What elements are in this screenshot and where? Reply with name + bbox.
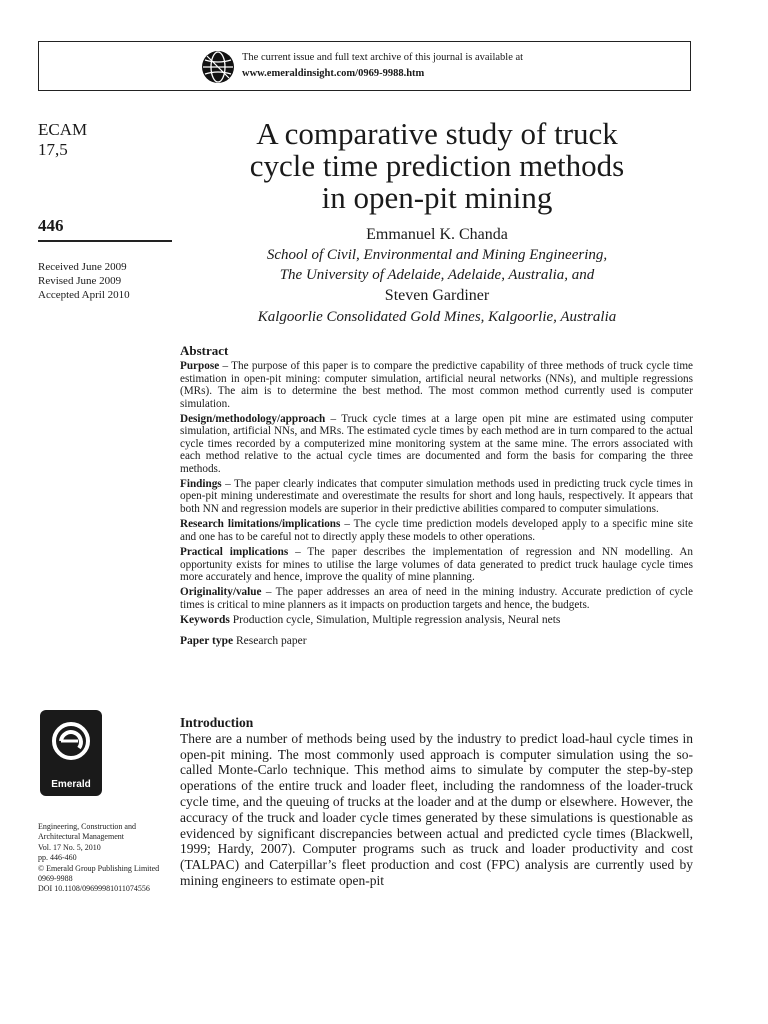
introduction-section [180, 715, 693, 889]
page-number: 446 [38, 216, 64, 235]
abstract-design [180, 413, 693, 475]
journal-abbrev: ECAM [38, 120, 88, 139]
revised-date: Revised June 2009 [38, 275, 122, 287]
publication-info [38, 822, 178, 895]
title-line: A comparative study of truck [256, 116, 618, 151]
introduction-heading: Introduction [180, 715, 254, 730]
keywords-text: Production cycle, Simulation, Multiple regression analysis, Neural nets [229, 614, 561, 627]
emerald-logo-icon [51, 720, 91, 766]
pub-line: pp. 446-460 [38, 853, 77, 863]
introduction-text: There are a number of methods being used by the industry to predict load-haul cycle times in open-pit mining. The most commonly used approach is computer simulation using the so-called Monte-Carlo technique. This method aims to simulate by computer the step-by-step operations of the entire truck and loader fleet, including the randomness of the loader-truck cycle time, and the queuing of trucks at the loader and at the dump or elsewhere. However, the accuracy of the truck and loader cycle times generated by these simulations is questionable as evidenced by significant discrepancies between actual and predicted cycle times (Blackwell, 1999; Hardy, 2007). Computer programs such as truck and loader productivity and cost (TALPAC) and Caterpillar’s fleet production and cost (FPC) analysis are currently used by mining engineers to estimate open-pit [180, 730, 693, 888]
title-line: in open-pit mining [321, 180, 553, 215]
keywords [180, 614, 693, 626]
affiliation-line: The University of Adelaide, Adelaide, Australia, and [279, 267, 595, 283]
author-affiliation: Kalgoorlie Consolidated Gold Mines, Kalgoorlie, Australia [257, 309, 617, 325]
emerald-logo [40, 710, 102, 796]
logo-wordmark: Emerald [51, 779, 91, 790]
abstract-label: Design/methodology/approach [180, 413, 326, 426]
paper-type [180, 635, 693, 647]
abstract-text: – Truck cycle times at a large open pit mine are estimated using computer simulation, artificial NNs, and MRs. The estimated cycle times by each method are in turn compared to the actual cycle times recorded by a computerized mine monitoring system at the same mine. The errors associated with each method relative to the actual cycle times are documented and form the basis for comparing the three methods. [180, 413, 693, 475]
abstract-label: Practical implications [180, 546, 289, 559]
abstract-text: – The purpose of this paper is to compare the predictive capability of three methods of truck cycle time estimation in open-pit mining: computer simulation, artificial neural networks (NNs), and multiple regressions (MRs). The aim is to determine the best method. The most common method currently used is computer simulation. [180, 360, 693, 410]
pub-line: © Emerald Group Publishing Limited [38, 863, 160, 873]
title-line: cycle time prediction methods [249, 148, 625, 183]
abstract-text: – The paper addresses an area of need in the mining industry. Accurate prediction of cycle times is critical to mine planners as it impacts on production targets and hence, the budgets. [180, 586, 693, 611]
page-rule [38, 240, 172, 242]
journal-code [38, 120, 178, 160]
abstract-originality [180, 586, 693, 611]
journal-volume: 17,5 [38, 140, 68, 159]
abstract-section [180, 345, 693, 647]
received-date: Received June 2009 [38, 261, 127, 273]
abstract-text: – The cycle time prediction models developed apply to a specific mine site and one has to be careful not to directly apply these models to other operations. [180, 518, 693, 543]
pub-line: Engineering, Construction and [38, 822, 136, 831]
pub-line: Vol. 17 No. 5, 2010 [38, 842, 101, 852]
globe-icon [201, 50, 235, 84]
abstract-heading: Abstract [180, 343, 229, 358]
paper-type-text: Research paper [233, 634, 307, 647]
abstract-label: Originality/value [180, 586, 262, 599]
keywords-label: Keywords [180, 614, 230, 627]
author-name: Emmanuel K. Chanda [366, 226, 508, 243]
abstract-limitations [180, 518, 693, 543]
abstract-purpose [180, 360, 693, 410]
abstract-label: Purpose [180, 360, 220, 373]
accepted-date: Accepted April 2010 [38, 289, 130, 301]
author-affiliation [182, 245, 692, 285]
affiliation-line: School of Civil, Environmental and Mining Engineering, [266, 247, 608, 263]
abstract-label: Research limitations/implications [180, 518, 341, 531]
pub-line: DOI 10.1108/09699981011074556 [38, 884, 150, 894]
abstract-text: – The paper clearly indicates that computer simulation methods used in predicting truck cycle times in open-pit mining underestimate and overestimate the results for short and long hauls, respectively. It appears that both NN and regression models are superior in their predictive abilities compared to computer simulations. [180, 478, 693, 515]
author-name: Steven Gardiner [384, 287, 490, 304]
abstract-practical [180, 546, 693, 583]
dates-block [38, 260, 178, 302]
paper-type-label: Paper type [180, 634, 234, 647]
banner-url[interactable]: www.emeraldinsight.com/0969-9988.htm [242, 68, 425, 79]
abstract-findings [180, 478, 693, 515]
abstract-text: – The paper describes the implementation of regression and NN modelling. An opportunity exists for mines to utilise the large volumes of data generated to predict truck haulage cycle times more accurately and hence, improve the quality of mine planning. [180, 546, 694, 583]
journal-banner [38, 41, 691, 91]
paper-title [182, 118, 692, 214]
pub-line: 0969-9988 [38, 874, 73, 884]
abstract-label: Findings [180, 478, 222, 491]
banner-text: The current issue and full text archive of this journal is available at [242, 52, 524, 63]
pub-line: Architectural Management [38, 832, 124, 842]
